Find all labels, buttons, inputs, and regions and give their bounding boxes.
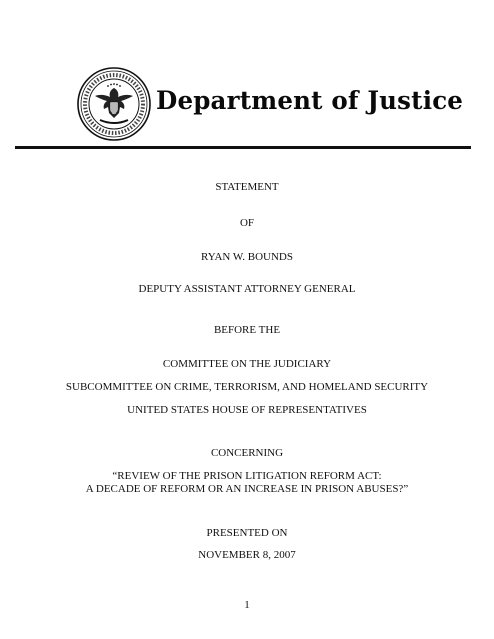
doj-seal-icon (76, 66, 152, 142)
letterhead (76, 66, 464, 142)
subcommittee-name: SUBCOMMITTEE ON CRIME, TERRORISM, AND HOMELAND SECURITY (65, 381, 429, 393)
statement-heading: STATEMENT (215, 181, 279, 193)
department-title: Department of Justice (156, 86, 464, 115)
presented-label: PRESENTED ON (206, 527, 288, 539)
committee-name: COMMITTEE ON THE JUDICIARY (162, 358, 332, 370)
of-label: OF (239, 217, 255, 229)
topic-line-1: “REVIEW OF THE PRISON LITIGATION REFORM ACT: (112, 470, 382, 482)
house-name: UNITED STATES HOUSE OF REPRESENTATIVES (127, 404, 367, 416)
header-divider (15, 146, 471, 149)
concerning-label: CONCERNING (210, 447, 284, 459)
before-label: BEFORE THE (213, 324, 281, 336)
presentation-date: NOVEMBER 8, 2007 (198, 549, 296, 561)
topic-line-2: A DECADE OF REFORM OR AN INCREASE IN PRISON ABUSES?” (85, 483, 409, 495)
page-number: 1 (244, 599, 250, 611)
speaker-title: DEPUTY ASSISTANT ATTORNEY GENERAL (138, 283, 356, 295)
speaker-name: RYAN W. BOUNDS (201, 251, 293, 263)
